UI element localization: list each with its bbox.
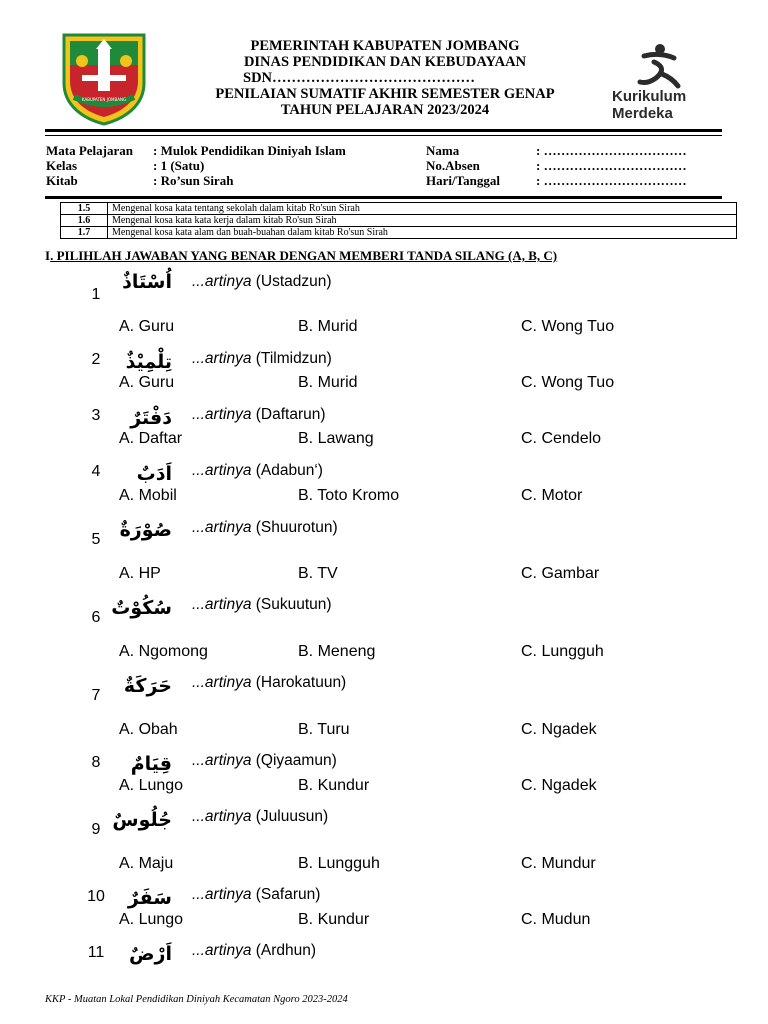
learning-objectives-table [60,202,737,239]
header-divider-thin [45,135,722,136]
question-stem [192,406,326,424]
question-stem [192,596,332,614]
option-a[interactable]: A. Mobil [119,487,177,504]
question-stem [192,808,328,826]
question-stem [192,752,337,770]
objective-text: Mengenal kosa kata kata kerja dalam kitab Ro'sun Sirah [108,215,737,227]
arabic-word: اُسْتَاذٌ [122,271,172,293]
artinya-label: ...artinya [192,519,252,536]
arabic-word: سُكُوْتٌ [111,597,172,619]
arabic-word: اَرْضٌ [128,943,172,965]
arabic-word: جُلُوسٌ [112,809,172,831]
option-a[interactable]: A. Lungo [119,777,184,794]
option-c[interactable]: C. Mudun [521,911,591,928]
question-number: 1 [91,286,101,303]
arabic-word: حَرَكَةٌ [123,675,172,697]
option-b[interactable]: B. Murid [298,318,358,335]
question-stem [192,350,332,368]
section-title: I. PILIHLAH JAWABAN YANG BENAR DENGAN MEMBERI TANDA SILANG (A, B, C) [45,248,558,263]
question-number: 5 [91,531,101,548]
option-b[interactable]: B. Meneng [298,643,376,660]
artinya-label: ...artinya [192,273,252,290]
arabic-word: تِلْمِيْذٌ [125,351,172,373]
arabic-word: قِيَامٌ [130,753,172,775]
option-a[interactable]: A. Maju [119,855,174,872]
arabic-word: دَفْتَرٌ [130,407,172,429]
option-b[interactable]: B. Murid [298,374,358,391]
class-value: : 1 (Satu) [153,158,205,173]
option-c[interactable]: C. Mundur [521,855,596,872]
subject-value: : Mulok Pendidikan Diniyah Islam [153,143,346,158]
option-a[interactable]: A. Guru [119,374,175,391]
artinya-label: ...artinya [192,808,252,825]
absence-number-field: : …………………………… [536,158,687,173]
page-footer: KKP - Muatan Lokal Pendidikan Diniyah Kecamatan Ngoro 2023-2024 [45,994,348,1005]
option-c[interactable]: C. Ngadek [521,777,597,794]
transliteration: (Daftarun) [255,406,326,423]
objective-number: 1.5 [61,203,108,215]
question-number: 11 [87,944,105,961]
transliteration: (Sukuutun) [255,596,332,613]
date-label: Hari/Tanggal [426,173,500,188]
question-number: 2 [91,351,101,368]
option-c[interactable]: C. Wong Tuo [521,318,615,335]
option-c[interactable]: C. Ngadek [521,721,597,738]
transliteration: (Juluusun) [255,808,329,825]
question-number: 7 [91,687,101,704]
table-row [61,215,737,227]
objective-number: 1.6 [61,215,108,227]
transliteration: (Adabun‘) [255,462,323,479]
option-b[interactable]: B. Kundur [298,911,370,928]
question-stem [192,674,346,692]
transliteration: (Safarun) [255,886,321,903]
artinya-label: ...artinya [192,674,252,691]
option-c[interactable]: C. Wong Tuo [521,374,615,391]
option-c[interactable]: C. Lungguh [521,643,604,660]
transliteration: (Harokatuun) [255,674,347,691]
transliteration: (Qiyaamun) [255,752,337,769]
transliteration: (Shuurotun) [255,519,338,536]
book-label: Kitab [46,173,78,188]
option-c[interactable]: C. Motor [521,487,583,504]
question-stem [192,273,332,291]
jombang-shield-logo [60,31,148,126]
option-a[interactable]: A. Lungo [119,911,184,928]
transliteration: (Ardhun) [255,942,317,959]
transliteration: (Ustadzun) [255,273,332,290]
question-number: 10 [87,888,105,905]
header-line-year: TAHUN PELAJARAN 2023/2024 [280,102,490,118]
question-stem [192,462,323,480]
question-stem [192,886,320,904]
artinya-label: ...artinya [192,596,252,613]
name-label: Nama [426,143,460,158]
header-line-government: PEMERINTAH KABUPATEN JOMBANG [250,38,520,54]
option-a[interactable]: A. Ngomong [119,643,208,660]
arabic-word: سَفَرٌ [127,887,172,909]
header-line-exam: PENILAIAN SUMATIF AKHIR SEMESTER GENAP [215,86,555,102]
artinya-label: ...artinya [192,752,252,769]
table-row [61,227,737,239]
question-number: 9 [91,821,101,838]
option-b[interactable]: B. TV [298,565,338,582]
kurikulum-merdeka-text: Kurikulum Merdeka [612,88,687,122]
option-a[interactable]: A. Daftar [119,430,183,447]
transliteration: (Tilmidzun) [255,350,332,367]
book-value: : Ro’sun Sirah [153,173,234,188]
absence-number-label: No.Absen [426,158,480,173]
objective-text: Mengenal kosa kata alam dan buah-buahan dalam kitab Ro'sun Sirah [108,227,737,239]
question-number: 4 [91,463,101,480]
artinya-label: ...artinya [192,462,252,479]
option-a[interactable]: A. Obah [119,721,178,738]
table-row [61,203,737,215]
subject-label: Mata Pelajaran [46,143,134,158]
option-c[interactable]: C. Gambar [521,565,600,582]
document-header [165,38,605,118]
question-number: 3 [91,407,101,424]
arabic-word: صُوْرَةٌ [119,519,172,541]
svg-text:KABUPATEN JOMBANG: KABUPATEN JOMBANG [81,97,127,102]
name-field: : …………………………… [536,143,687,158]
option-a[interactable]: A. Guru [119,318,175,335]
option-b[interactable]: B. Kundur [298,777,370,794]
question-stem [192,942,316,960]
header-line-department: DINAS PENDIDIKAN DAN KEBUDAYAAN [243,54,527,70]
artinya-label: ...artinya [192,406,252,423]
option-b[interactable]: B. Lawang [298,430,374,447]
artinya-label: ...artinya [192,942,252,959]
objective-number: 1.7 [61,227,108,239]
question-number: 8 [91,754,101,771]
question-stem [192,519,338,537]
info-divider [45,196,722,199]
class-label: Kelas [46,158,78,173]
header-line-school: SDN…………………………………… [243,70,476,86]
arabic-word: اَدَبٌ [136,463,172,485]
option-b[interactable]: B. Turu [298,721,350,738]
option-c[interactable]: C. Cendelo [521,430,602,447]
option-b[interactable]: B. Lungguh [298,855,380,872]
question-number: 6 [91,609,101,626]
header-divider [45,129,722,132]
kurikulum-merdeka-logo-icon [608,40,713,90]
option-b[interactable]: B. Toto Kromo [298,487,400,504]
objective-text: Mengenal kosa kata tentang sekolah dalam kitab Ro'sun Sirah [108,203,737,215]
artinya-label: ...artinya [192,886,252,903]
artinya-label: ...artinya [192,350,252,367]
option-a[interactable]: A. HP [119,565,161,582]
date-field: : …………………………… [536,173,687,188]
